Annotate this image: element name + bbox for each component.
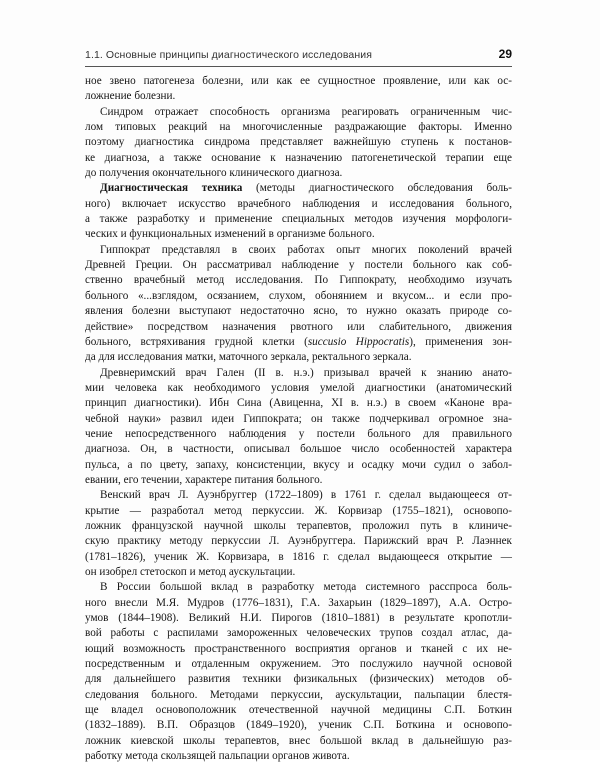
text-line: посредственным и отдаленным окружением. Это послужило научной основой: [85, 658, 512, 671]
paragraph-syndrome: [85, 105, 512, 182]
text-line: ющий возможность пространственного восприятия органов и тканей с их не-: [85, 642, 512, 655]
text-line: [85, 335, 512, 350]
text-line: явления болезни выступают недостаточно ясно, то нужно оказать природе со-: [85, 305, 512, 318]
paragraph-auenbrugger: [85, 488, 512, 580]
text-line: евании, его течении, характере питания больного.: [85, 473, 323, 486]
text-line: для дальнейшего развития техники физикальных (физических) методов об-: [85, 673, 512, 686]
text-line: пульса, а по цвету, запаху, консистенции, вкусу и осадку мочи судил о забол-: [85, 458, 512, 471]
text-line: да для исследования матки, маточного зеркала, ректального зеркала.: [85, 351, 412, 364]
paragraph-hippocrates: [85, 243, 512, 366]
text-line: ного внесли М.Я. Мудров (1776–1831), Г.А. Захарьин (1829–1897), А.А. Остро-: [85, 596, 512, 609]
text-line: Синдром отражает способность организма реагировать ограниченным чис-: [100, 105, 512, 118]
text-line: скую практику методу перкуссии Л. Ауэнбруггера. Парижский врач Р. Лаэннек: [85, 535, 512, 548]
text-line: до получения окончательного клинического диагноза.: [85, 167, 343, 180]
paragraph-russia: [85, 580, 512, 764]
text-line: умов (1844–1908). Великий Н.И. Пирогов (1810–1881) в результате кропотли-: [85, 612, 512, 625]
text-line: ческих и функциональных изменений в организме больного.: [85, 228, 375, 241]
text-line: крытие — разработал метод перкуссии. Ж. Корвизар (1755–1821), основопо-: [85, 504, 512, 517]
paragraph-continuation: [85, 74, 512, 105]
text-line: больного «...взглядом, осязанием, слухом, обонянием и вкусом... и если про-: [85, 289, 512, 302]
text-line: чение непосредственного наблюдения у постели больного для правильного: [85, 427, 512, 440]
page-number: 29: [498, 47, 512, 61]
header-rule: [85, 66, 512, 67]
text-line: [100, 181, 512, 196]
text-fragment: (методы диагностического обследования боль-: [242, 182, 512, 195]
text-line: лом типовых реакций на многочисленные раздражающие факторы. Именно: [85, 121, 512, 134]
text-line: поэтому диагностика синдрома представляет важнейшую ступень к постанов-: [85, 136, 512, 149]
bold-term: Диагностическая техника: [100, 182, 243, 195]
text-line: принцип диагностики). Ибн Сина (Авиценна, XI в. н.э.) в своем «Каноне вра-: [85, 397, 512, 410]
text-line: он изобрел стетоскоп и метод аускультации.: [85, 566, 296, 578]
text-fragment: ), применения зон-: [409, 335, 512, 348]
text-line: а также разработку и применение специальных методов изучения морфологи-: [85, 213, 512, 226]
text-line: ложник киевской школы терапевтов, внес большой вклад в дальнейшую раз-: [85, 734, 512, 747]
latin-term: succusio Hippocratis: [307, 335, 410, 348]
text-line: (1781–1826), ученик Ж. Корвизара, в 1816 г. сделал выдающееся открытие —: [85, 550, 512, 563]
text-line: ственно врачебный метод исследования. По Гиппократу, необходимо изучать: [85, 274, 512, 287]
text-line: ного) включает искусство врачебного наблюдения и исследования больного,: [85, 197, 512, 210]
text-line: ное звено патогенеза болезни, или как ее сущностное проявление, или как ос-: [85, 75, 512, 87]
text-line: ложнение болезни.: [85, 90, 176, 103]
paragraph-diagnostic-technique: [85, 181, 512, 242]
text-line: работку метода скользящей пальпации органов живота.: [85, 750, 350, 763]
text-line: действие» посредством назначения рвотного или слабительного, движения: [85, 320, 512, 333]
text-line: Древнеримский врач Гален (II в. н.э.) призывал врачей к знанию анато-: [100, 366, 512, 379]
text-line: (1832–1889). В.П. Образцов (1849–1920), ученик С.П. Боткина и основопо-: [85, 719, 512, 732]
body-text: [85, 74, 512, 764]
text-line: чебной науки» развил идеи Гиппократа; он также подчеркивал огромное зна-: [85, 412, 512, 425]
running-title: 1.1. Основные принципы диагностического исследования: [85, 49, 372, 61]
text-fragment: больного, встряхивания грудной клетки (: [85, 335, 308, 348]
text-line: диагноза. Он, в частности, описывал большое число особенностей характера: [85, 443, 512, 456]
text-line: Гиппократ представлял в своих работах опыт многих поколений врачей: [100, 243, 512, 256]
text-line: В России большой вклад в разработку метода системного расспроса боль-: [100, 581, 512, 594]
running-header: [85, 47, 512, 65]
text-line: мии человека как необходимого условия умелой диагностики (анатомический: [85, 381, 512, 394]
text-line: вой работы с распилами замороженных человеческих трупов создал атлас, да-: [85, 627, 512, 640]
text-line: ще владел основоположник отечественной научной медицины С.П. Боткин: [85, 704, 512, 717]
text-line: Древней Греции. Он рассматривал наблюдение у постели больного как соб-: [85, 259, 512, 272]
text-line: ке диагноза, а также основание к назначению патогенетической терапии еще: [85, 151, 512, 164]
text-line: следования больного. Методами перкуссии, аускультации, пальпации блестя-: [85, 688, 512, 701]
text-line: Венский врач Л. Ауэнбруггер (1722–1809) в 1761 г. сделал выдающееся от-: [100, 489, 512, 502]
text-line: ложник французской научной школы терапевтов, проложил путь в клиниче-: [85, 519, 512, 532]
paragraph-galen: [85, 366, 512, 489]
